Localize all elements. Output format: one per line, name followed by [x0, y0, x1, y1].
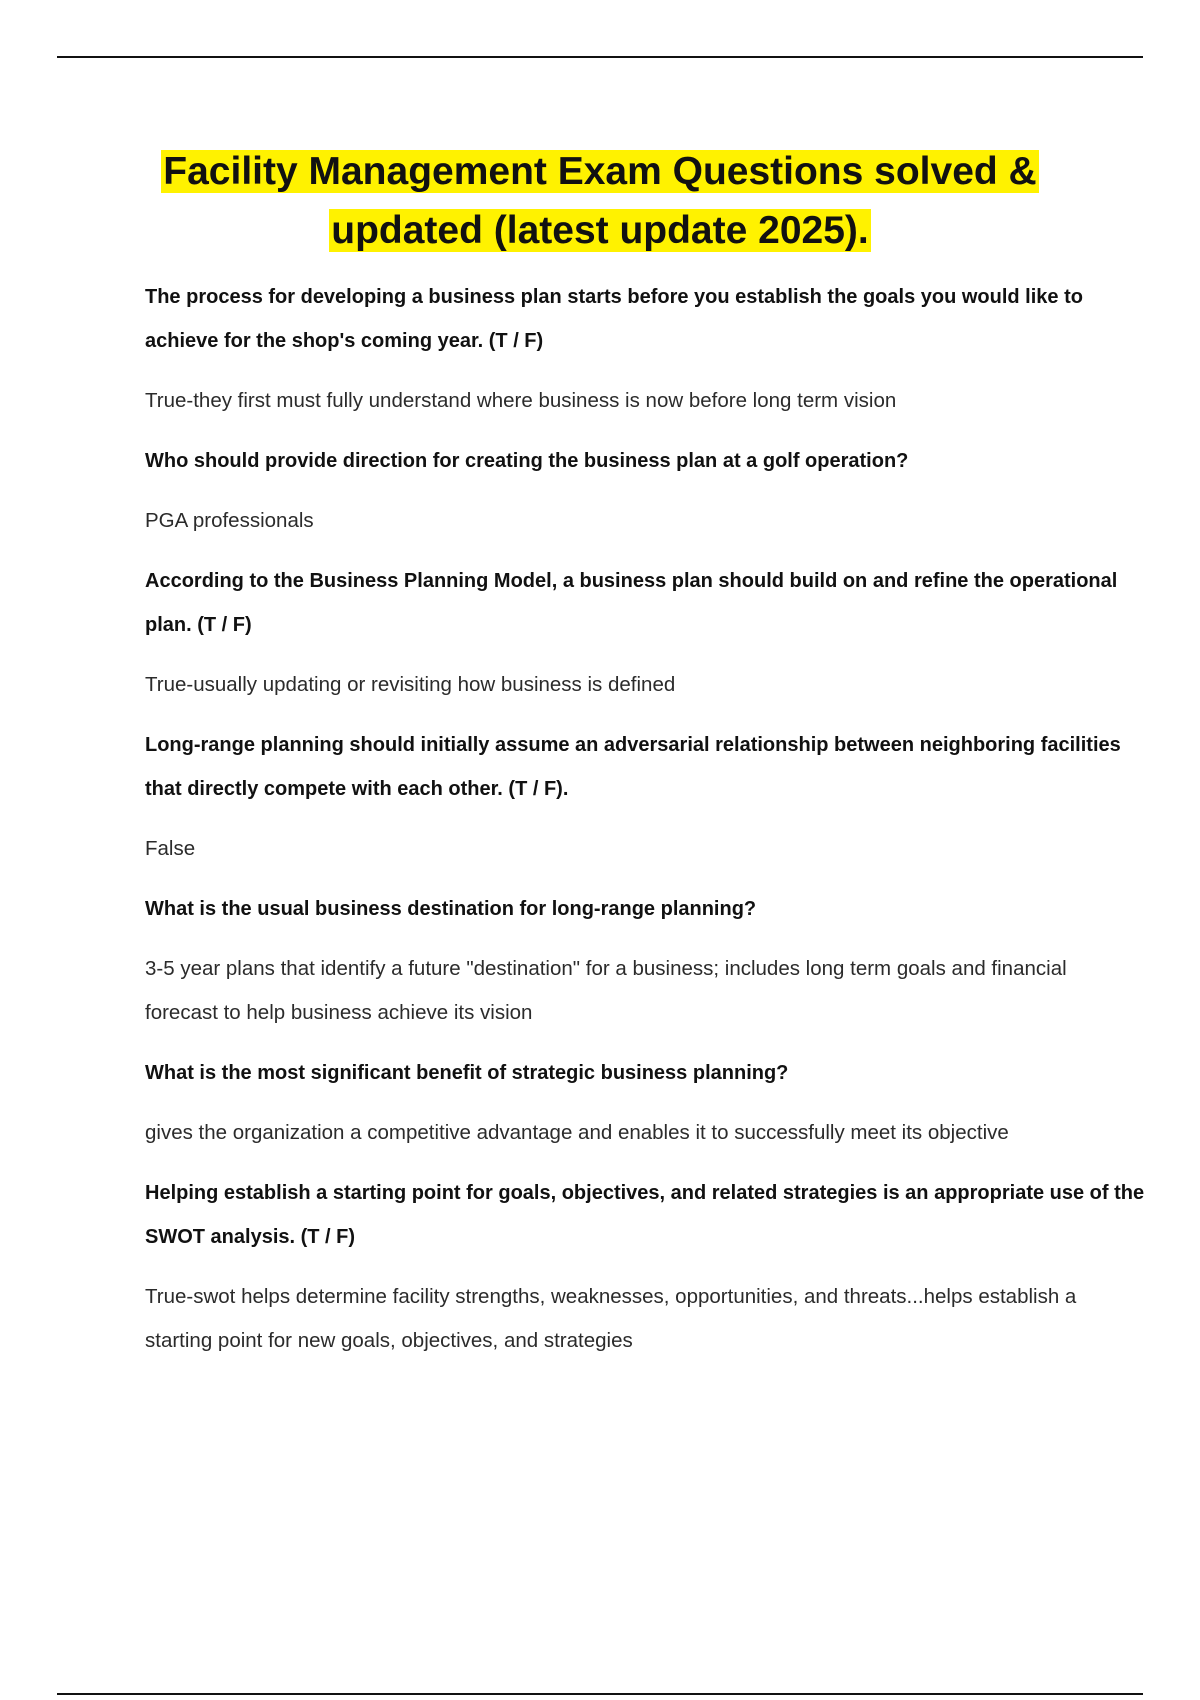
qa-item	[145, 1051, 1145, 1155]
question-text: Helping establish a starting point for goals, objectives, and related strategies is an appropriate use of the SWOT analysis. (T / F)	[145, 1182, 1145, 1248]
qa-item	[145, 439, 1145, 543]
question-text: What is the usual business destination for long-range planning?	[145, 898, 757, 920]
question-text: According to the Business Planning Model, a business plan should build on and refine the operational plan. (T / F)	[145, 570, 1118, 636]
qa-item	[145, 1171, 1145, 1363]
qa-item	[145, 275, 1145, 423]
qa-list	[145, 275, 1145, 1379]
question-text: The process for developing a business plan starts before you establish the goals you would like to achieve for the shop's coming year. (T / F)	[145, 286, 1083, 352]
answer-text: 3-5 year plans that identify a future "destination" for a business; includes long term goals and financial forecast to help business achieve its vision	[145, 957, 1067, 1024]
question-text: Long-range planning should initially assume an adversarial relationship between neighboring facilities that directly compete with each other. (T / F).	[145, 734, 1121, 800]
title-line-2: updated (latest update 2025).	[331, 209, 869, 252]
answer-text: True-they first must fully understand where business is now before long term vision	[145, 389, 897, 412]
bottom-rule	[57, 1693, 1143, 1695]
qa-item	[145, 723, 1145, 871]
question-text: What is the most significant benefit of strategic business planning?	[145, 1062, 789, 1084]
answer-text: True-usually updating or revisiting how business is defined	[145, 673, 676, 696]
answer-text: False	[145, 837, 196, 860]
question-text: Who should provide direction for creating the business plan at a golf operation?	[145, 450, 909, 472]
title-line-1: Facility Management Exam Questions solved &	[163, 150, 1037, 193]
top-rule	[57, 56, 1143, 58]
qa-item	[145, 559, 1145, 707]
document-title	[57, 142, 1143, 260]
answer-text: PGA professionals	[145, 509, 314, 532]
qa-item	[145, 887, 1145, 1035]
answer-text: True-swot helps determine facility strengths, weaknesses, opportunities, and threats...helps establish a starting point for new goals, objectives, and strategies	[145, 1285, 1077, 1352]
answer-text: gives the organization a competitive advantage and enables it to successfully meet its objective	[145, 1121, 1009, 1144]
